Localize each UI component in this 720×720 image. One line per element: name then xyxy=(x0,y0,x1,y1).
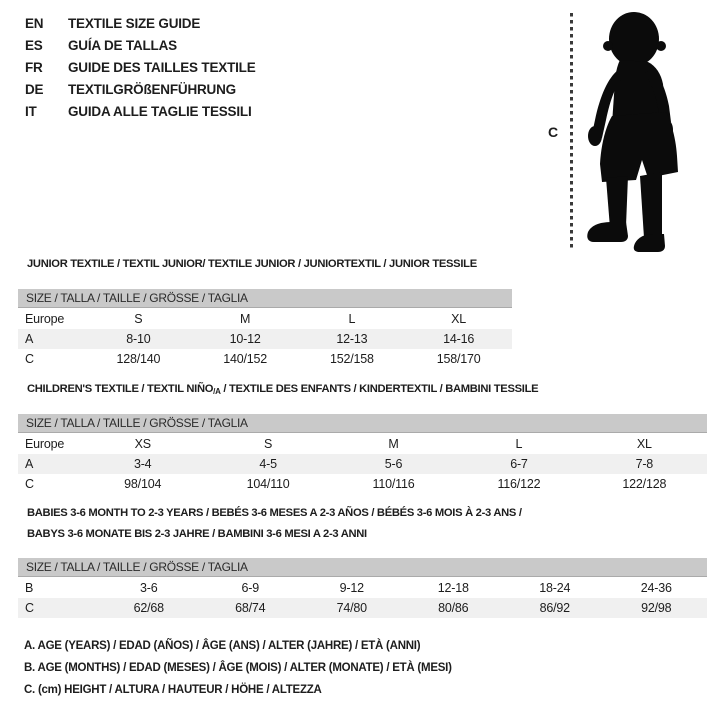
table-cell: 98/104 xyxy=(124,477,162,491)
row-label: C xyxy=(25,477,34,491)
list-item xyxy=(25,100,256,122)
section-title-babies xyxy=(27,503,522,545)
table-row xyxy=(18,598,707,618)
row-label: Europe xyxy=(25,312,65,326)
table-cell: 110/116 xyxy=(372,477,415,491)
table-row xyxy=(18,309,512,329)
table-cell: L xyxy=(515,437,523,451)
table-cell: 116/122 xyxy=(497,477,541,491)
section-title-text: CHILDREN'S TEXTILE / TEXTIL NIÑO xyxy=(27,383,214,395)
language-title: TEXTILGRÖßENFÜHRUNG xyxy=(68,81,236,97)
section-title-text: BABIES 3-6 MONTH TO 2-3 YEARS / BEBÉS 3-6 MESES A 2-3 AÑOS / BÉBÉS 3-6 MOIS À 2-3 ANS / xyxy=(27,507,522,519)
row-label: C xyxy=(25,601,34,615)
table-cell: 62/68 xyxy=(133,601,164,615)
list-item xyxy=(25,56,256,78)
table-cell: 4-5 xyxy=(259,457,277,471)
legend-notes xyxy=(24,640,452,706)
language-code: ES xyxy=(25,37,43,53)
table-cell: 12-13 xyxy=(336,332,368,346)
row-label: C xyxy=(25,352,34,366)
table-cell: XL xyxy=(451,312,467,326)
table-cell: S xyxy=(134,312,143,326)
table-cell: 152/158 xyxy=(329,352,374,366)
table-row xyxy=(18,474,707,494)
table-cell: 128/140 xyxy=(116,352,161,366)
table-cell: 8-10 xyxy=(126,332,151,346)
table-cell: M xyxy=(388,437,399,451)
table-cell: 80/86 xyxy=(438,601,469,615)
language-code: IT xyxy=(25,103,37,119)
table-cell: S xyxy=(264,437,273,451)
language-title: GUÍA DE TALLAS xyxy=(68,37,177,53)
table-cell: 10-12 xyxy=(229,332,261,346)
table-cell: 7-8 xyxy=(635,457,654,471)
height-measure-label: C xyxy=(548,124,559,140)
table-cell: 9-12 xyxy=(339,581,364,595)
table-cell: 14-16 xyxy=(443,332,475,346)
toddler-silhouette-icon xyxy=(582,8,690,254)
table-cell: 158/170 xyxy=(436,352,481,366)
junior-size-table xyxy=(18,289,512,369)
table-cell: XL xyxy=(636,437,652,451)
table-cell: 86/92 xyxy=(539,601,570,615)
list-item xyxy=(25,78,256,100)
language-code: EN xyxy=(25,15,44,31)
section-title-children xyxy=(27,379,538,402)
table-cell: 5-6 xyxy=(384,457,403,471)
table-row xyxy=(18,578,707,598)
size-header-bar: SIZE / TALLA / TAILLE / GRÖSSE / TAGLIA xyxy=(18,289,512,308)
babies-size-table xyxy=(18,558,707,618)
table-cell: XS xyxy=(134,437,151,451)
table-cell: 3-6 xyxy=(140,581,158,595)
list-item xyxy=(25,12,256,34)
section-title-text: JUNIOR TEXTILE / TEXTIL JUNIOR/ TEXTILE JUNIOR / JUNIORTEXTIL / JUNIOR TESSILE xyxy=(27,258,477,270)
table-row xyxy=(18,434,707,454)
note-age-years: A. AGE (YEARS) / EDAD (AÑOS) / ÂGE (ANS) / ALTER (JAHRE) / ETÀ (ANNI) xyxy=(24,640,421,652)
height-dotted-line xyxy=(570,13,573,250)
children-size-table xyxy=(18,414,707,494)
table-cell: 3-4 xyxy=(133,457,152,471)
language-title: GUIDE DES TAILLES TEXTILE xyxy=(68,59,256,75)
size-header-bar: SIZE / TALLA / TAILLE / GRÖSSE / TAGLIA xyxy=(18,558,707,577)
table-cell: 92/98 xyxy=(641,601,672,615)
table-cell: 140/152 xyxy=(223,352,268,366)
language-title: GUIDA ALLE TAGLIE TESSILI xyxy=(68,103,252,119)
table-cell: 24-36 xyxy=(640,581,672,595)
row-label: A xyxy=(25,457,34,471)
row-label: Europe xyxy=(25,437,65,451)
size-header-bar: SIZE / TALLA / TAILLE / GRÖSSE / TAGLIA xyxy=(18,414,707,433)
section-title-text: BABYS 3-6 MONATE BIS 2-3 JAHRE / BAMBINI 3-6 MESI A 2-3 ANNI xyxy=(27,528,367,540)
table-row xyxy=(18,329,512,349)
table-cell: 6-7 xyxy=(510,457,528,471)
language-code: DE xyxy=(25,81,44,97)
table-cell: 68/74 xyxy=(235,601,266,615)
table-cell: 6-9 xyxy=(241,581,259,595)
table-cell: 104/110 xyxy=(246,477,290,491)
language-list xyxy=(25,12,256,122)
section-title-subscript: /A xyxy=(213,387,221,396)
table-row xyxy=(18,349,512,369)
table-cell: 12-18 xyxy=(437,581,469,595)
row-label: A xyxy=(25,332,34,346)
section-title-text: / TEXTILE DES ENFANTS / KINDERTEXTIL / BAMBINI TESSILE xyxy=(220,383,539,395)
table-row xyxy=(18,454,707,474)
list-item xyxy=(25,34,256,56)
table-cell: L xyxy=(348,312,356,326)
table-cell: 122/128 xyxy=(622,477,667,491)
table-cell: 18-24 xyxy=(539,581,571,595)
table-cell: 74/80 xyxy=(336,601,367,615)
note-height-cm: C. (cm) HEIGHT / ALTURA / HAUTEUR / HÖHE / ALTEZZA xyxy=(24,684,322,696)
row-label: B xyxy=(25,581,34,595)
note-age-months: B. AGE (MONTHS) / EDAD (MESES) / ÂGE (MOIS) / ALTER (MONATE) / ETÀ (MESI) xyxy=(24,662,452,674)
language-code: FR xyxy=(25,59,43,75)
section-title-junior xyxy=(27,254,477,275)
language-title: TEXTILE SIZE GUIDE xyxy=(68,15,201,31)
table-cell: M xyxy=(240,312,251,326)
